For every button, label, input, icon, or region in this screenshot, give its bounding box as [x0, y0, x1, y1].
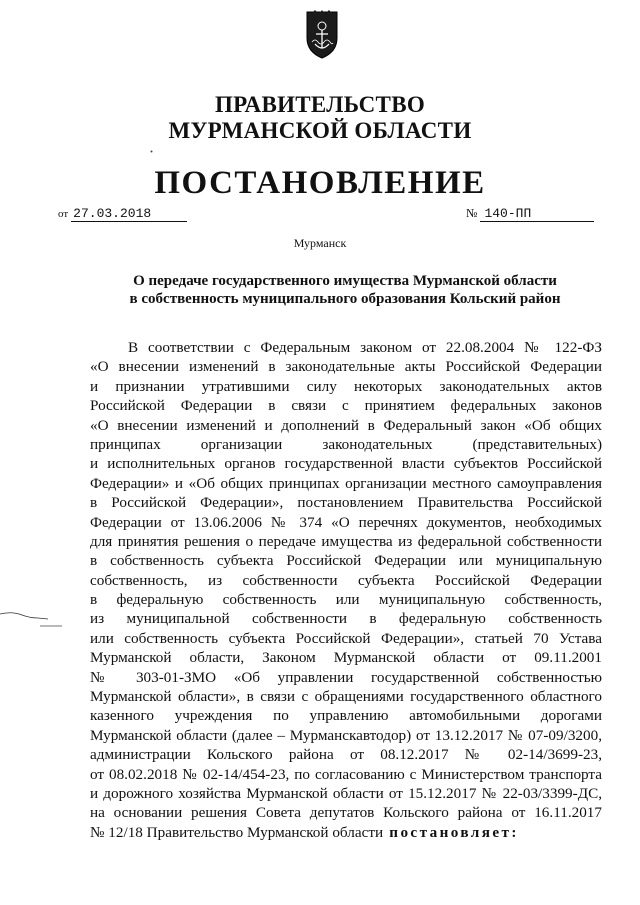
resolution-keyword: постановляет:	[383, 823, 519, 841]
body-last-line-start: № 12/18 Правительство Мурманской области	[90, 823, 384, 841]
body-line: или собственность субъекта Российской Федерации», статьей 70 Устава	[90, 629, 602, 647]
body-line: Мурманской области (далее – Мурманскавтодор) от 13.12.2017 № 07-09/3200,	[90, 726, 602, 744]
body-line: Федерации» и «Об общих принципах организации местного самоуправления	[90, 474, 602, 492]
body-last-line	[90, 823, 602, 842]
subject-line: в собственность муниципального образования Кольский район	[129, 291, 561, 307]
body-line: казенного учреждения по управлению автомобильными дорогами	[90, 707, 602, 725]
city-name: Мурманск	[293, 236, 347, 250]
number-value: 140-ПП	[480, 206, 594, 222]
body-line: и исполнительных органов государственной власти субъектов Российской	[90, 455, 602, 473]
document-type-title: ПОСТАНОВЛЕНИЕ	[154, 165, 486, 201]
murmansk-coat-of-arms-icon	[301, 8, 343, 60]
body-line: и признании утратившими силу некоторых законодательных актов	[90, 377, 602, 395]
body-line: «О внесении изменений в законодательные акты Российской Федерации	[90, 358, 602, 376]
paper-speck	[150, 150, 153, 153]
body-line: от 08.02.2018 № 02-14/454-23, по согласованию с Министерством транспорта	[90, 765, 602, 783]
body-line: из муниципальной собственности в федеральную собственность	[90, 610, 602, 628]
body-line: Мурманской области», в связи с обращениями государственного областного	[90, 688, 602, 706]
document-date	[58, 206, 187, 222]
organization-name-line2: МУРМАНСКОЙ ОБЛАСТИ	[168, 118, 472, 143]
body-line: и дорожного хозяйства Мурманской области от 15.12.2017 № 22-03/3399-ДС,	[90, 784, 602, 802]
body-line: № 303-01-ЗМО «Об управлении государственной собственностью	[90, 668, 602, 686]
document-number	[466, 206, 594, 222]
margin-scribble	[0, 600, 70, 640]
body-line: Мурманской области, Законом Мурманской области от 09.11.2001	[90, 649, 602, 667]
body-line: администрации Кольского района от 08.12.2017 № 02-14/3699-23,	[90, 746, 602, 764]
subject-line: О передаче государственного имущества Мурманской области	[133, 273, 557, 289]
body-line: в федеральную собственность или муниципальную собственность,	[90, 591, 602, 609]
body-line: принципах организации законодательных (представительных)	[90, 435, 602, 453]
document-body	[90, 338, 602, 842]
number-prefix: №	[466, 206, 478, 220]
date-value: 27.03.2018	[71, 206, 187, 222]
body-line: на основании решения Совета депутатов Кольского района от 16.11.2017	[90, 804, 602, 822]
body-line: в собственность субъекта Российской Федерации или муниципальную	[90, 552, 602, 570]
body-line: собственность, из собственности субъекта Российской Федерации	[90, 571, 602, 589]
body-line: Российской Федерации в связи с принятием федеральных законов	[90, 397, 602, 415]
body-line: «О внесении изменений и дополнений в Федеральный закон «Об общих	[90, 416, 602, 434]
organization-name-line1: ПРАВИТЕЛЬСТВО	[214, 92, 426, 117]
date-prefix: от	[58, 208, 69, 220]
body-line: Федерации от 13.06.2006 № 374 «О перечнях документов, необходимых	[90, 513, 602, 531]
document-subject	[0, 272, 640, 308]
body-line: в Российской Федерации», постановлением Правительства Российской	[90, 494, 602, 512]
body-line: для принятия решения о передаче имущества из федеральной собственности	[90, 532, 602, 550]
body-line: В соответствии с Федеральным законом от 22.08.2004 № 122-ФЗ	[128, 339, 602, 356]
